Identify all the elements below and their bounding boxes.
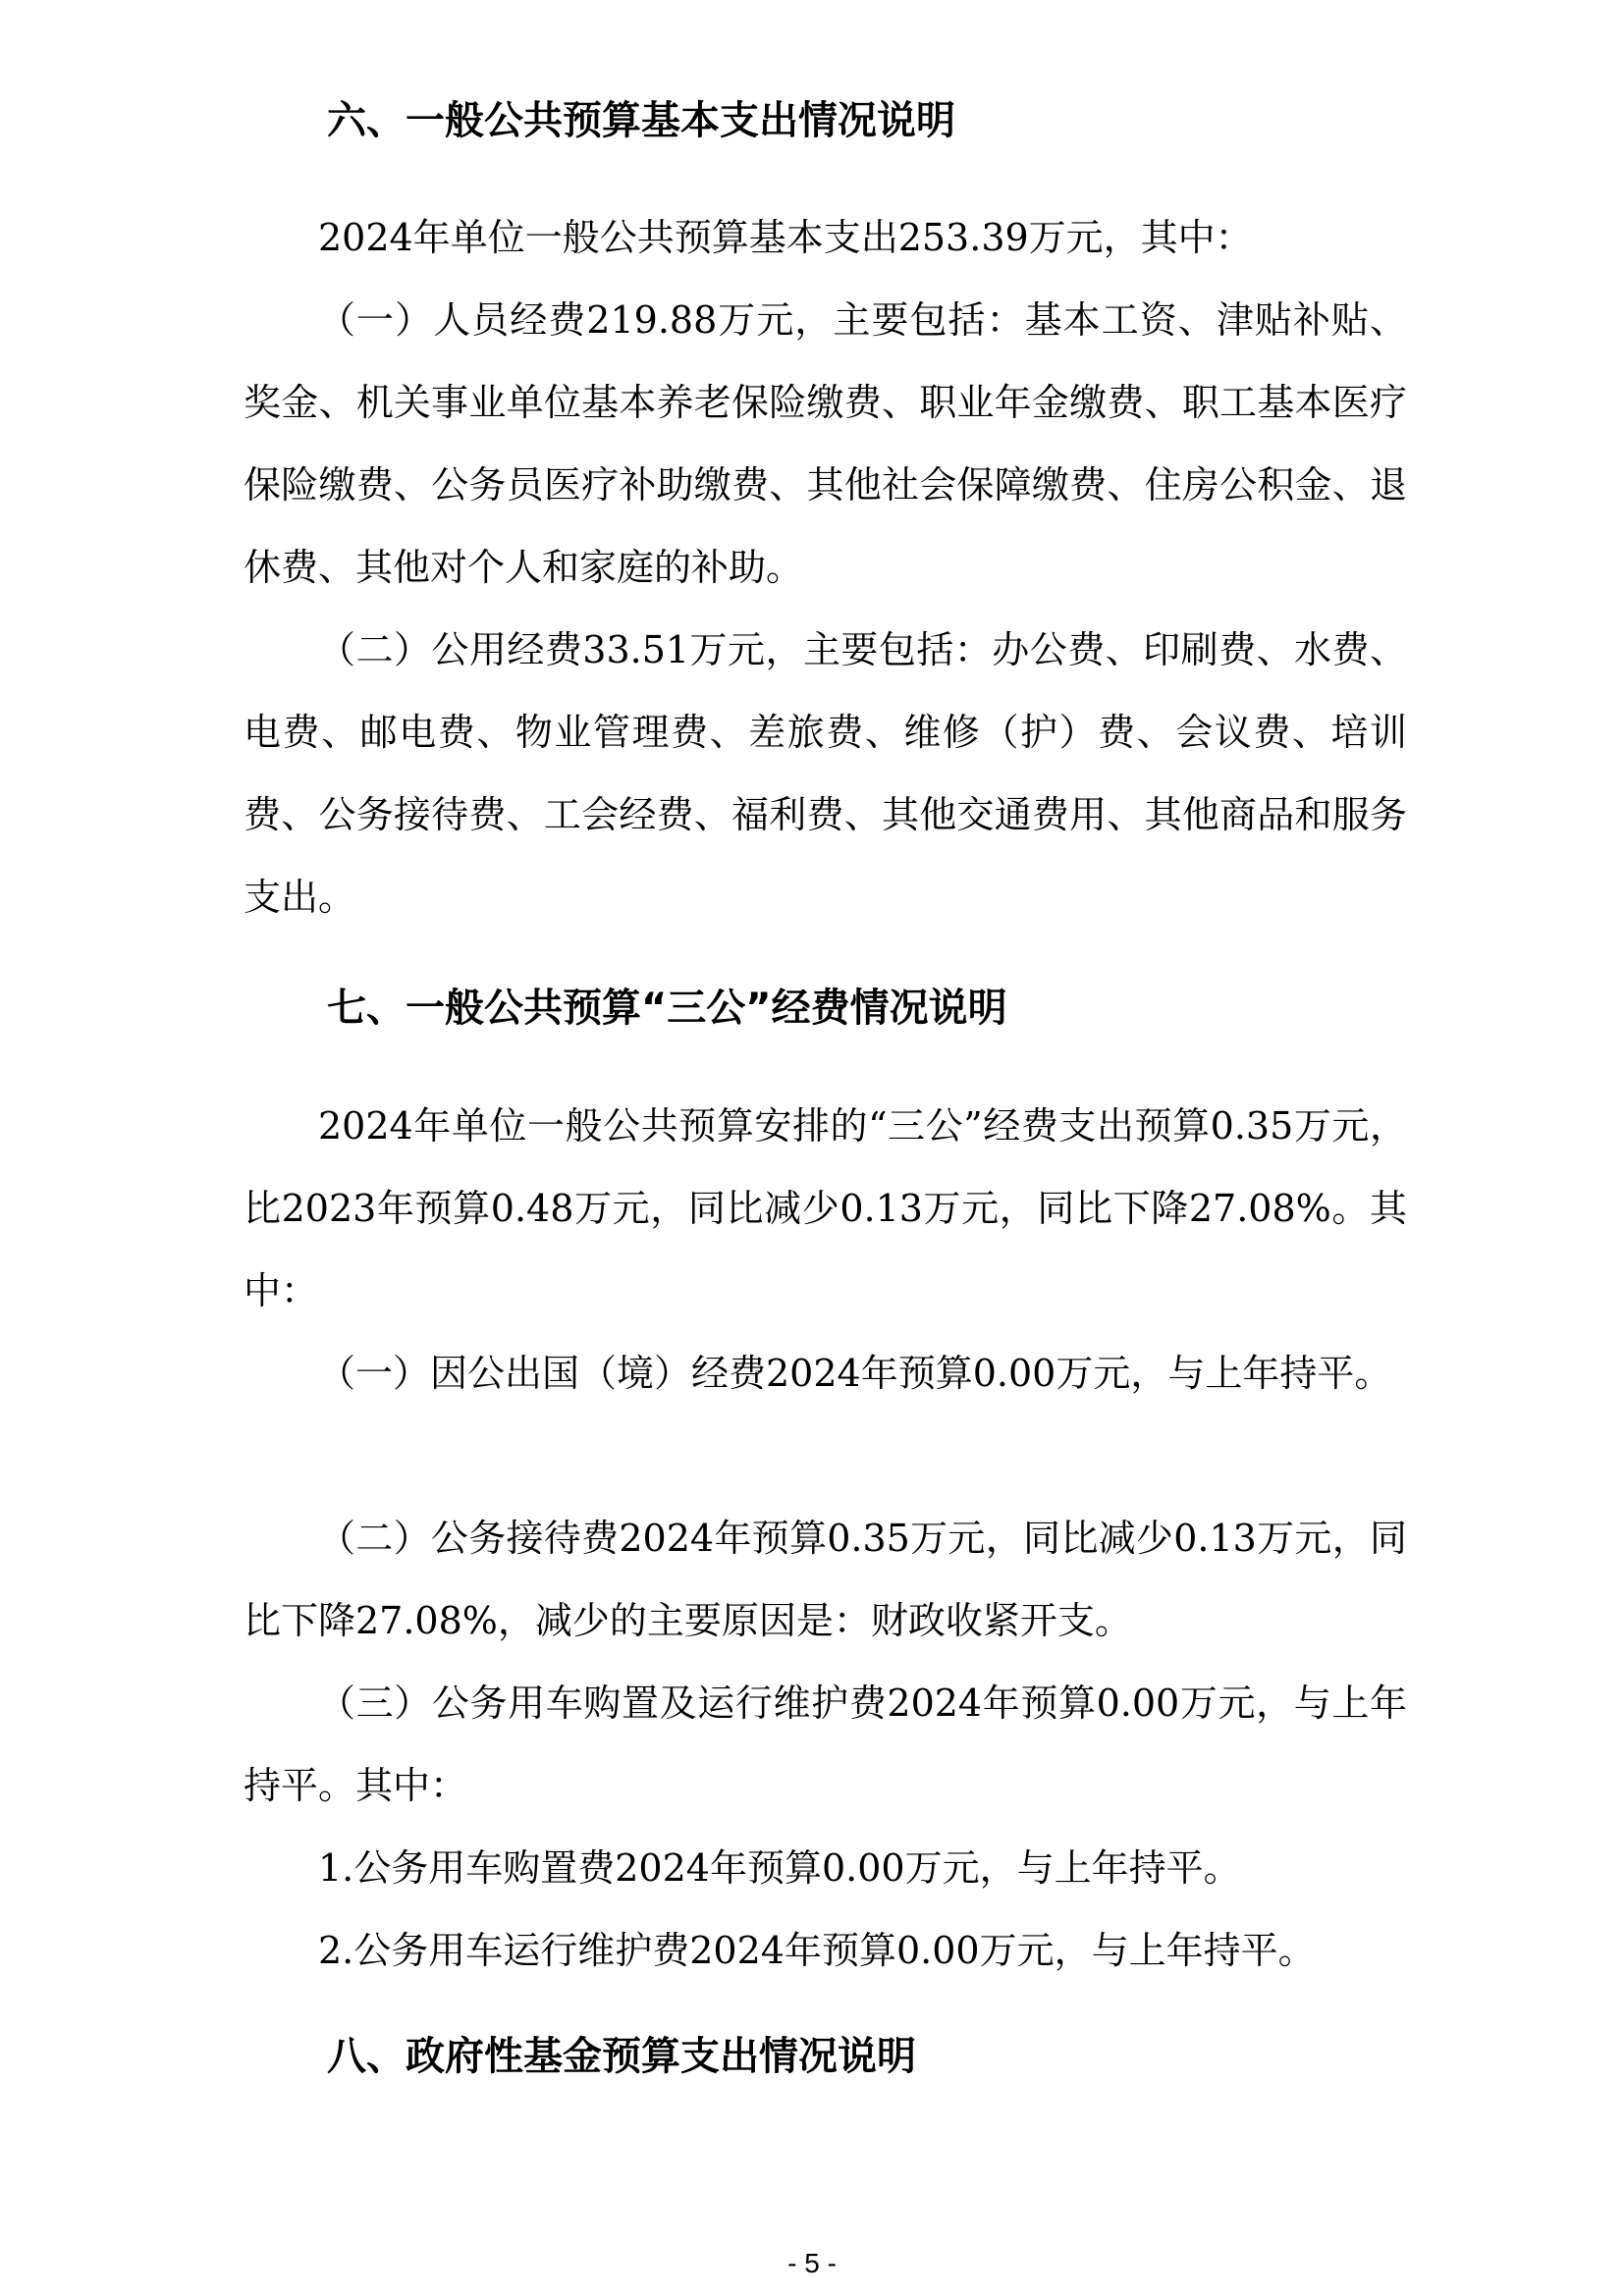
section-7-vehicle-purchase: 1.公务用车购置费2024年预算0.00万元，与上年持平。 xyxy=(318,1846,1241,1890)
section-7-vehicle-expenses: （三）公务用车购置及运行维护费2024年预算0.00万元，与上年持平。其中： xyxy=(244,1682,1407,1807)
section-7-reception-expenses: （二）公务接待费2024年预算0.35万元，同比减少0.13万元，同比下降27.08%，减少的主要原因是：财政收紧开支。 xyxy=(244,1517,1407,1642)
section-7-vehicle-operation: 2.公务用车运行维护费2024年预算0.00万元，与上年持平。 xyxy=(318,1929,1316,1972)
section-7-abroad-expenses: （一）因公出国（境）经费2024年预算0.00万元，与上年持平。 xyxy=(318,1352,1392,1395)
section-6-public-use-expenses: （二）公用经费33.51万元，主要包括：办公费、印刷费、水费、电费、邮电费、物业管理费、差旅费、维修（护）费、会议费、培训费、公务接待费、工会经费、福利费、其他交通费用、其他商品和服务支出。 xyxy=(244,628,1407,919)
section-7-heading: 七、一般公共预算“三公”经费情况说明 xyxy=(327,986,1007,1031)
section-6-heading: 六、一般公共预算基本支出情况说明 xyxy=(327,98,955,143)
page-number: - 5 - xyxy=(787,2248,837,2278)
section-8-heading: 八、政府性基金预算支出情况说明 xyxy=(327,2034,916,2079)
section-6-intro: 2024年单位一般公共预算基本支出253.39万元，其中： xyxy=(318,216,1253,259)
section-7-intro: 2024年单位一般公共预算安排的“三公”经费支出预算0.35万元，比2023年预算0.48万元，同比减少0.13万元，同比下降27.08%。其中： xyxy=(244,1104,1407,1312)
section-6-personnel-expenses: （一）人员经费219.88万元，主要包括：基本工资、津贴补贴、奖金、机关事业单位基本养老保险缴费、职业年金缴费、职工基本医疗保险缴费、公务员医疗补助缴费、其他社会保障缴费、住房公积金、退休费、其他对个人和家庭的补助。 xyxy=(244,298,1407,589)
